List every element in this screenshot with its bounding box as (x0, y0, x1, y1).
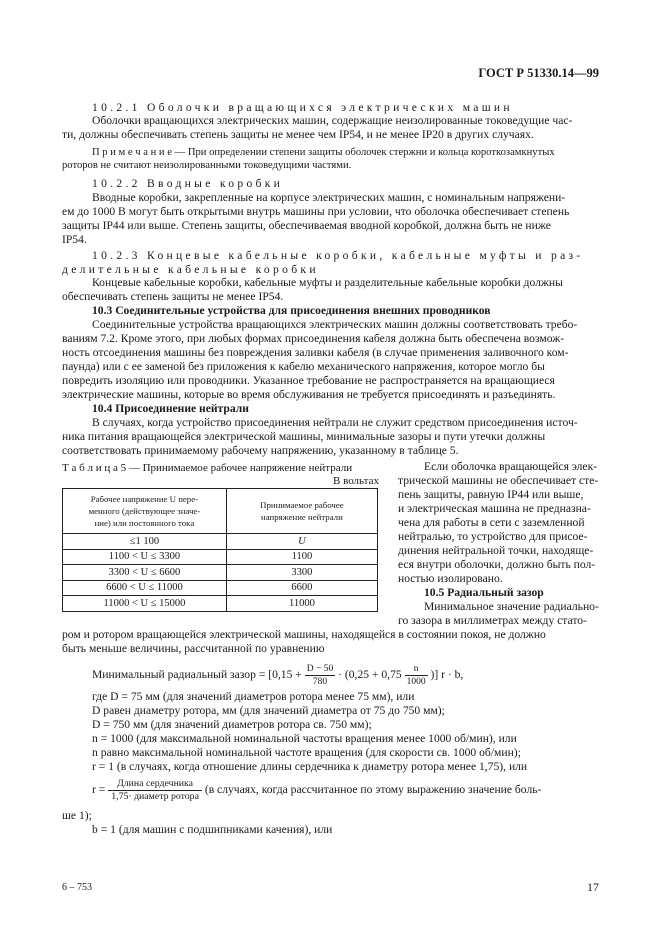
table-unit: В вольтах (333, 475, 379, 487)
right-column-line: еся внутри оболочки, должно быть пол- (398, 558, 596, 571)
table-cell: 1100 (226, 549, 377, 565)
table-header-row (63, 489, 378, 534)
paragraph-line: защиты IP44 или выше. Степень защиты, обеспечиваемая вводной коробкой, должна быть не ниже (62, 219, 551, 232)
section-10-5-title: 10.5 Радиальный зазор (424, 586, 544, 599)
right-column-line: Минимальное значение радиально- (424, 600, 599, 613)
section-10-2-3-title: 10.2.3 Концевые кабельные коробки, кабельные муфты и раз- (92, 249, 584, 262)
table-cell: ≤1 100 (63, 534, 227, 550)
neutral-voltage-table (62, 488, 378, 612)
definition-line: где D = 75 мм (для значений диаметров ротора менее 75 мм), или (92, 690, 415, 703)
section-10-2-1-title: 10.2.1 Оболочки вращающихся электрических машин (92, 101, 513, 114)
paragraph-line: быть меньше величины, рассчитанной по уравнению (62, 642, 325, 655)
paragraph-line: Оболочки вращающихся электрических машин, содержащие неизолированные токоведущие час- (92, 114, 573, 127)
paragraph-line: В случаях, когда устройство присоединения нейтрали не служит средством присоединения источ- (92, 416, 578, 429)
right-column-line: и электрическая машина не предназна- (398, 502, 591, 515)
definition-line: b = 1 (для машин с подшипниками качения), или (92, 823, 333, 836)
r-variable: r = (92, 783, 106, 797)
fraction-denominator: 780 (312, 677, 328, 687)
print-mark: 6 – 753 (62, 882, 92, 893)
definition-line: D = 750 мм (для значений диаметров ротора св. 750 мм); (92, 718, 372, 731)
table-cell: 6600 (226, 580, 377, 596)
right-column-line: трической машины не обеспечивает сте- (398, 474, 599, 487)
formula-part: = [0,15 + (258, 668, 302, 682)
fraction-denominator: 1,75· диаметр ротора (111, 791, 199, 802)
formula-label: Минимальный радиальный зазор (92, 668, 256, 682)
header-line: Рабочее напряжение U пере- (90, 494, 199, 504)
table-header-cell (63, 489, 227, 534)
standard-code-header: ГОСТ Р 51330.14—99 (478, 66, 599, 80)
radial-gap-formula (92, 663, 463, 688)
table-row (63, 534, 378, 550)
paragraph-line: Концевые кабельные коробки, кабельные муфты и разделительные кабельные коробки должны (92, 276, 563, 289)
table-row (63, 596, 378, 612)
right-column-line: ностью изолировано. (398, 572, 503, 585)
right-column-line: чена для работы в сети с заземленной (398, 516, 585, 529)
paragraph-line: ность отсоединения машины без повреждения заливки кабеля (в случае применения заливочного ком- (62, 346, 569, 359)
header-line: напряжение нейтрали (261, 512, 343, 522)
formula-fraction (305, 663, 335, 688)
right-column-line: пень защиты, равную IP44 или выше, (398, 488, 584, 501)
formula-part: · (0,25 + 0,75 (338, 668, 402, 682)
paragraph-line: Вводные коробки, закрепленные на корпусе электрических машин, с номинальным напряжени- (92, 191, 566, 204)
table-row (63, 549, 378, 565)
table-cell: 11000 < U ≤ 15000 (63, 596, 227, 612)
paragraph-line: обеспечивать степень защиты не менее IP54. (62, 290, 284, 303)
definition-line: n равно максимальной номинальной частоте вращения (для скорости св. 1000 об/мин); (92, 746, 521, 759)
table-row (63, 580, 378, 596)
table-cell: 3300 (226, 565, 377, 581)
right-column-line: го зазора в миллиметрах между стато- (398, 614, 587, 627)
fraction-numerator: D − 50 (306, 664, 334, 674)
section-10-2-3-title-cont: делительные кабельные коробки (62, 263, 319, 276)
section-10-2-2-title (92, 177, 283, 191)
section-10-4-title: 10.4 Присоединение нейтрали (92, 402, 249, 415)
r-ratio-formula (92, 778, 541, 803)
right-column-line: динения нейтральной точки, находяще- (398, 544, 594, 557)
table-cell: 6600 < U ≤ 11000 (63, 580, 227, 596)
table-cell: U (226, 534, 377, 550)
paragraph-line: ваниям 7.2. Кроме этого, при любых формах присоединения кабеля должна быть обеспечена возмож- (62, 332, 565, 345)
table-header-cell (226, 489, 377, 534)
table-caption: Т а б л и ц а 5 — Принимаемое рабочее напряжение нейтрали (62, 462, 353, 474)
table-row (63, 565, 378, 581)
paragraph-line: повредить изоляцию или проводники. Указанное требование не распространяется на вращающиеся (62, 374, 555, 387)
fraction-numerator: Длина сердечника (108, 778, 202, 791)
definition-line: n = 1000 (для максимальной номинальной частоты вращения менее 1000 об/мин), или (92, 732, 517, 745)
paragraph-line: IP54. (62, 233, 87, 246)
note-line: роторов не считают неизолированными токоведущими частями. (62, 160, 352, 171)
formula-fraction (405, 663, 428, 688)
paragraph-line: ти, должны обеспечивать степень защиты не менее чем IP54, и не менее IP20 в других случаях. (62, 128, 534, 141)
section-10-2-2-title-text: 10.2.2 Вводные коробки (92, 177, 284, 190)
header-line: Принимаемое рабочее (260, 500, 344, 510)
formula-part: )] r · b, (430, 668, 464, 682)
paragraph-line: соответствовать принимаемому рабочему напряжению, указанному в таблице 5. (62, 444, 459, 457)
paragraph-line: ника питания вращающейся электрической машины, минимальные зазоры и пути утечки должны (62, 430, 546, 443)
paragraph-line: паунда) или с ее заменой без приложения к кабелю механического напряжения, которое могло бы (62, 360, 545, 373)
right-column-line: нейтралью, то устройство для присое- (398, 530, 588, 543)
paragraph-line: электрические машины, которые во время обслуживания не требуется присоединять и разъединять. (62, 388, 556, 401)
note-line: П р и м е ч а н и е — При определении степени защиты оболочек стержни и кольца короткозамкнутых (92, 147, 555, 158)
table-cell: 1100 < U ≤ 3300 (63, 549, 227, 565)
section-10-3-title: 10.3 Соединительные устройства для присоединения внешних проводников (92, 304, 491, 317)
right-column-line: Если оболочка вращающейся элек- (424, 460, 598, 473)
definition-line: ше 1); (62, 809, 92, 822)
page-number: 17 (587, 880, 599, 894)
r-fraction (108, 778, 202, 803)
definition-line: r = 1 (в случаях, когда отношение длины сердечника к диаметру ротора менее 1,75), или (92, 760, 528, 773)
r-condition: (в случаях, когда рассчитанное по этому выражению значение боль- (204, 783, 542, 797)
table-cell: 3300 < U ≤ 6600 (63, 565, 227, 581)
table-cell: 11000 (226, 596, 377, 612)
definition-line: D равен диаметру ротора, мм (для значений диаметра от 75 до 750 мм); (92, 704, 445, 717)
paragraph-line: ем до 1000 В могут быть открытыми внутрь машины при условии, что оболочка обеспечивает степень (62, 205, 570, 218)
header-line: менного (действующее значе- (88, 506, 201, 516)
header-line: ние) или постоянного тока (94, 518, 195, 528)
fraction-numerator: n (405, 663, 428, 676)
paragraph-line: ром и ротором вращающейся электрической машины, находящейся в состоянии покоя, не должно (62, 628, 546, 641)
fraction-denominator: 1000 (406, 677, 426, 687)
paragraph-line: Соединительные устройства вращающихся электрических машин должны соответствовать требо- (92, 318, 578, 331)
